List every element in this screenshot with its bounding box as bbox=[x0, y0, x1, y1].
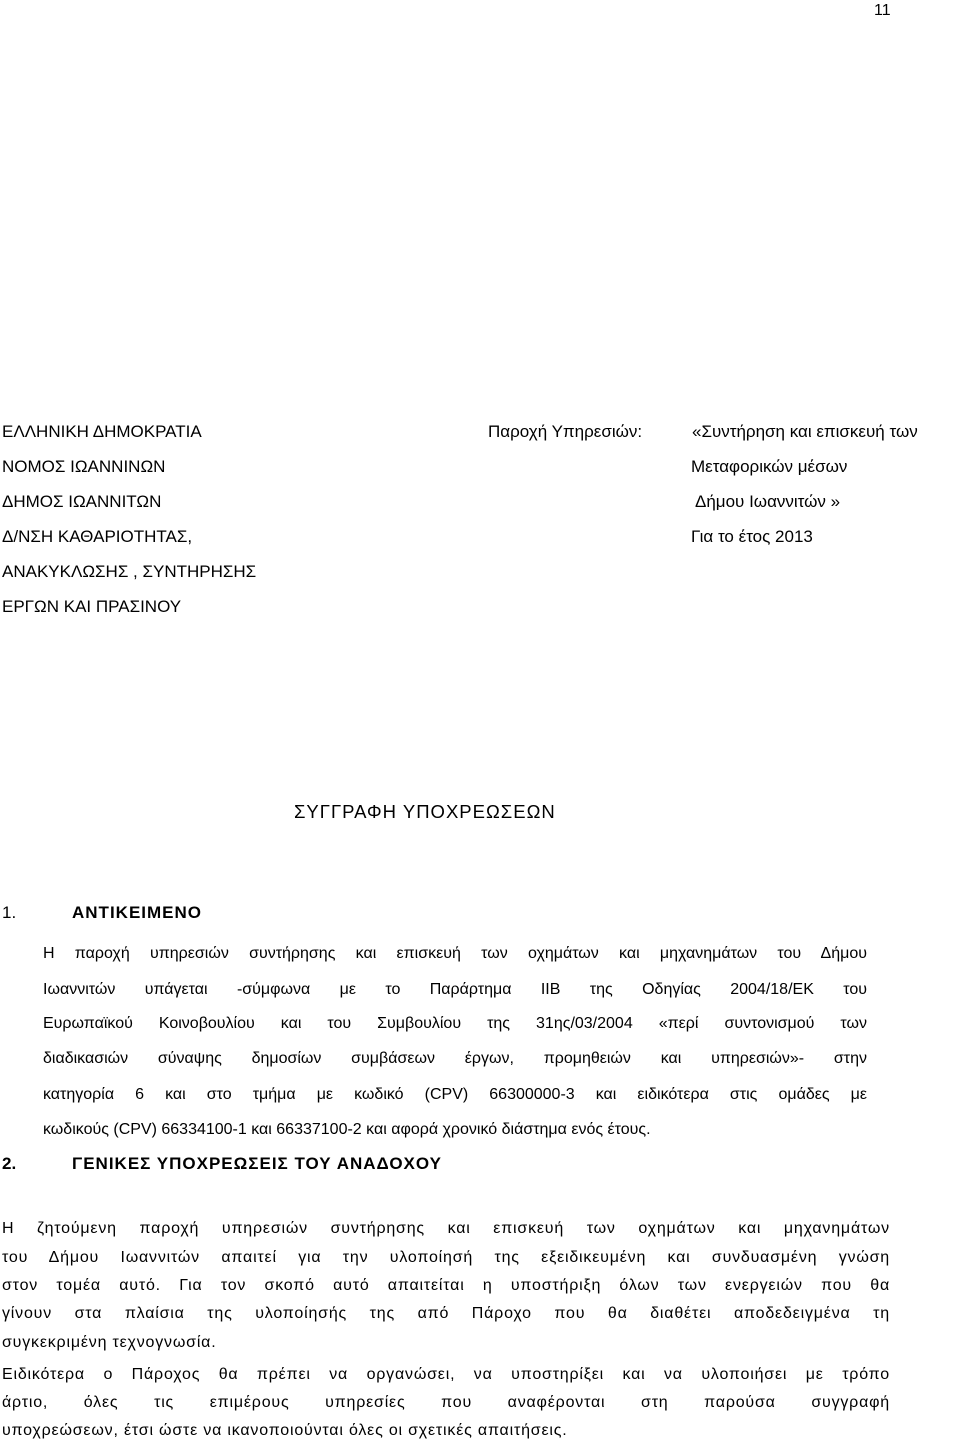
section-1-heading: ΑΝΤΙΚΕΙΜΕΝΟ bbox=[72, 903, 202, 922]
service-title-line-3: Δήμου Ιωαννιτών » bbox=[695, 492, 841, 511]
service-label: Παροχή Υπηρεσιών: bbox=[488, 422, 643, 441]
section-1-line: Ευρωπαϊκού Κοινοβουλίου και του Συμβουλίου της 31ης/03/2004 «περί συντονισμού των bbox=[43, 1015, 867, 1032]
section-2-heading: ΓΕΝΙΚΕΣ ΥΠΟΧΡΕΩΣΕΙΣ ΤΟΥ ΑΝΑΔΟΧΟΥ bbox=[72, 1154, 442, 1173]
service-title-line-1: «Συντήρηση και επισκευή των bbox=[692, 422, 918, 441]
section-1-number: 1. bbox=[2, 903, 17, 922]
section-2-paragraph-2-line: Ειδικότερα ο Πάροχος θα πρέπει να οργανώσει, να υποστηρίξει και να υλοποιήσει με τρόπο bbox=[2, 1366, 890, 1383]
section-2-paragraph-2-line: άρτιο, όλες τις επιμέρους υπηρεσίες που αναφέρονται στη παρούσα συγγραφή bbox=[2, 1394, 890, 1411]
section-2-paragraph-1-line: του Δήμου Ιωαννιτών απαιτεί για την υλοποίησή της εξειδικευμένη και συνδυασμένη γνώση bbox=[2, 1249, 890, 1266]
header-left-line-2: ΝΟΜΟΣ ΙΩΑΝΝΙΝΩΝ bbox=[2, 457, 166, 476]
section-2-paragraph-2-line: υποχρεώσεων, έτσι ώστε να ικανοποιούνται όλες οι σχετικές απαιτήσεις. bbox=[2, 1422, 568, 1439]
header-left-line-6: ΕΡΓΩΝ ΚΑΙ ΠΡΑΣΙΝΟΥ bbox=[2, 597, 182, 616]
document-title: ΣΥΓΓΡΑΦΗ ΥΠΟΧΡΕΩΣΕΩΝ bbox=[294, 801, 556, 822]
section-2-paragraph-1-line: συγκεκριμένη τεχνογνωσία. bbox=[2, 1334, 217, 1351]
header-left-line-3: ΔΗΜΟΣ ΙΩΑΝΝΙΤΩΝ bbox=[2, 492, 162, 511]
page-number: 11 bbox=[874, 2, 891, 19]
section-1-line: κωδικούς (CPV) 66334100-1 και 66337100-2 και αφορά χρονικό διάστημα ενός έτους. bbox=[43, 1121, 651, 1138]
section-1-line: κατηγορία 6 και στο τμήμα με κωδικό (CPV) 66300000-3 και ειδικότερα στις ομάδες με bbox=[43, 1086, 867, 1103]
section-1-line: διαδικασιών σύναψης δημοσίων συμβάσεων έργων, προμηθειών και υπηρεσιών»- στην bbox=[43, 1050, 867, 1067]
service-year-line: Για το έτος 2013 bbox=[691, 527, 813, 546]
service-title-line-2: Μεταφορικών μέσων bbox=[691, 457, 848, 476]
header-left-line-5: ΑΝΑΚΥΚΛΩΣΗΣ , ΣΥΝΤΗΡΗΣΗΣ bbox=[2, 562, 257, 581]
section-1-line: Ιωαννιτών υπάγεται -σύμφωνα με το Παράρτημα ΙΙΒ της Οδηγίας 2004/18/ΕΚ του bbox=[43, 981, 867, 998]
section-1-line: Η παροχή υπηρεσιών συντήρησης και επισκευή των οχημάτων και μηχανημάτων του Δήμου bbox=[43, 945, 867, 962]
header-left-line-1: ΕΛΛΗΝΙΚΗ ΔΗΜΟΚΡΑΤΙΑ bbox=[2, 422, 202, 441]
section-2-number: 2. bbox=[2, 1154, 17, 1173]
section-2-paragraph-1-line: γίνουν στα πλαίσια της υλοποίησής της από Πάροχο που θα διαθέτει αποδεδειγμένα τη bbox=[2, 1305, 890, 1322]
header-left-line-4: Δ/ΝΣΗ ΚΑΘΑΡΙΟΤΗΤΑΣ, bbox=[2, 527, 193, 546]
section-2-paragraph-1-line: Η ζητούμενη παροχή υπηρεσιών συντήρησης και επισκευή των οχημάτων και μηχανημάτων bbox=[2, 1220, 890, 1237]
section-2-paragraph-1-line: στον τομέα αυτό. Για τον σκοπό αυτό απαιτείται η υποστήριξη όλων των ενεργειών που θα bbox=[2, 1277, 890, 1294]
